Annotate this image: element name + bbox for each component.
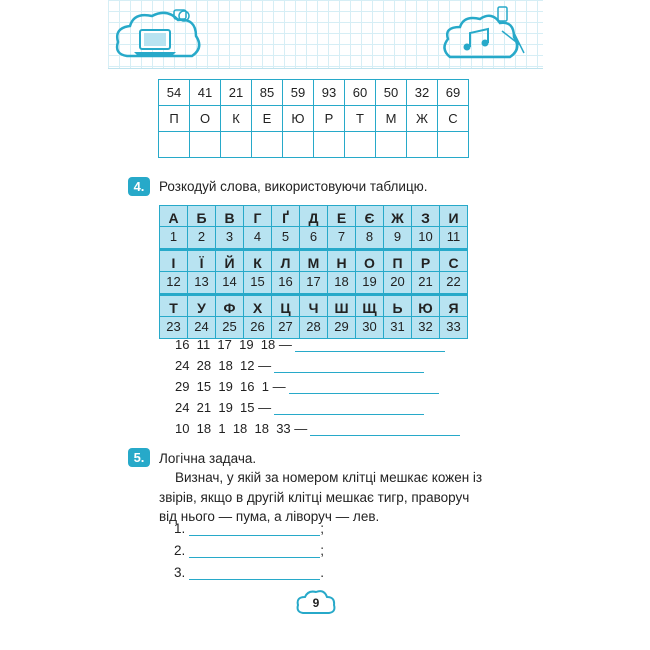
answer-line[interactable]	[274, 362, 424, 373]
task-instruction: Розкодуй слова, використовуючи таблицю.	[159, 179, 428, 194]
answer-label: 3.	[174, 565, 186, 580]
number-cell: 5	[272, 227, 300, 250]
answer-line[interactable]	[310, 425, 460, 436]
number-cell: 17	[300, 272, 328, 295]
answer-cell[interactable]	[190, 132, 221, 158]
answer-line[interactable]	[274, 404, 424, 415]
letter-cell: Ф	[216, 295, 244, 317]
table-cell: 54	[159, 80, 190, 106]
code-line	[175, 379, 439, 394]
task-text-line: звірів, якщо в другій клітці мешкає тигр, праворуч	[159, 490, 470, 505]
letter-cell: Й	[216, 250, 244, 272]
number-cell: 4	[244, 227, 272, 250]
number-cell: 21	[412, 272, 440, 295]
answer-cell[interactable]	[283, 132, 314, 158]
number-row	[160, 317, 468, 339]
answer-row	[174, 521, 324, 536]
letter-cell: Т	[160, 295, 188, 317]
answer-line[interactable]	[295, 341, 445, 352]
task-number-badge: 4.	[128, 177, 150, 196]
table-cell: Е	[252, 106, 283, 132]
code-text: 16 11 17 19 18 —	[175, 337, 292, 352]
letter-cell: В	[216, 206, 244, 227]
letter-cell: І	[160, 250, 188, 272]
letter-cell: З	[412, 206, 440, 227]
number-row	[160, 227, 468, 250]
table-row	[159, 80, 469, 106]
letter-row	[160, 295, 468, 317]
number-cell: 1	[160, 227, 188, 250]
answer-line[interactable]	[189, 545, 320, 558]
task-text-line: Визнач, у якій за номером клітці мешкає кожен із	[175, 470, 483, 485]
table-cell: О	[190, 106, 221, 132]
letter-cell: К	[244, 250, 272, 272]
number-cell: 15	[244, 272, 272, 295]
answer-line[interactable]	[189, 567, 320, 580]
letter-cell: Г	[244, 206, 272, 227]
music-cloud-icon	[440, 5, 530, 70]
letter-cell: Я	[440, 295, 468, 317]
letter-cell: Ж	[384, 206, 412, 227]
table-cell: 32	[407, 80, 438, 106]
letter-row	[160, 206, 468, 227]
table-cell: 50	[376, 80, 407, 106]
letter-cell: Ч	[300, 295, 328, 317]
table-cell: 93	[314, 80, 345, 106]
letter-cell: А	[160, 206, 188, 227]
task-number-badge: 5.	[128, 448, 150, 467]
answer-cell[interactable]	[159, 132, 190, 158]
number-cell: 13	[188, 272, 216, 295]
table-cell: 41	[190, 80, 221, 106]
number-cell: 8	[356, 227, 384, 250]
answer-cell[interactable]	[221, 132, 252, 158]
letter-cell: Е	[328, 206, 356, 227]
answer-end: ;	[320, 521, 325, 536]
letter-cell: Ю	[412, 295, 440, 317]
number-cell: 10	[412, 227, 440, 250]
letter-cell: С	[440, 250, 468, 272]
letter-cell: О	[356, 250, 384, 272]
answer-cell[interactable]	[376, 132, 407, 158]
code-text: 10 18 1 18 18 33 —	[175, 421, 308, 436]
code-line	[175, 358, 424, 373]
table-cell: П	[159, 106, 190, 132]
number-cell: 32	[412, 317, 440, 339]
code-line	[175, 400, 424, 415]
letter-cell: У	[188, 295, 216, 317]
table-cell: 59	[283, 80, 314, 106]
letter-row	[160, 250, 468, 272]
number-cell: 12	[160, 272, 188, 295]
table-cell: Т	[345, 106, 376, 132]
table-cell: М	[376, 106, 407, 132]
table-cell: Р	[314, 106, 345, 132]
task-title: Логічна задача.	[159, 451, 257, 466]
code-line	[175, 421, 460, 436]
number-cell: 11	[440, 227, 468, 250]
code-table	[158, 79, 469, 158]
code-line	[175, 337, 445, 352]
number-cell: 31	[384, 317, 412, 339]
letter-cell: Л	[272, 250, 300, 272]
code-text: 24 21 19 15 —	[175, 400, 272, 415]
letter-cell: Ї	[188, 250, 216, 272]
letter-cell: И	[440, 206, 468, 227]
table-row	[159, 106, 469, 132]
letter-cell: Н	[328, 250, 356, 272]
task-text-line: від нього — пума, а ліворуч — лев.	[159, 509, 380, 524]
answer-end: .	[320, 565, 325, 580]
number-cell: 29	[328, 317, 356, 339]
number-cell: 9	[384, 227, 412, 250]
code-text: 24 28 18 12 —	[175, 358, 272, 373]
table-cell: Ю	[283, 106, 314, 132]
page-number: 9	[312, 596, 320, 610]
letter-cell: Ґ	[272, 206, 300, 227]
letter-cell: П	[384, 250, 412, 272]
letter-cell: Щ	[356, 295, 384, 317]
number-cell: 20	[384, 272, 412, 295]
table-cell: Ж	[407, 106, 438, 132]
number-cell: 7	[328, 227, 356, 250]
number-cell: 14	[216, 272, 244, 295]
code-text: 29 15 19 16 1 —	[175, 379, 286, 394]
letter-cell: Ц	[272, 295, 300, 317]
answer-cell[interactable]	[345, 132, 376, 158]
letter-cell: Ь	[384, 295, 412, 317]
number-cell: 25	[216, 317, 244, 339]
answer-line[interactable]	[289, 383, 439, 394]
answer-label: 1.	[174, 521, 186, 536]
answer-row	[174, 543, 324, 558]
table-cell: 21	[221, 80, 252, 106]
number-cell: 23	[160, 317, 188, 339]
number-cell: 2	[188, 227, 216, 250]
answer-end: ;	[320, 543, 325, 558]
answer-cell[interactable]	[252, 132, 283, 158]
number-cell: 27	[272, 317, 300, 339]
answer-cell[interactable]	[407, 132, 438, 158]
number-cell: 16	[272, 272, 300, 295]
letter-cell: Ш	[328, 295, 356, 317]
answer-cell[interactable]	[438, 132, 469, 158]
number-cell: 6	[300, 227, 328, 250]
letter-cell: М	[300, 250, 328, 272]
number-row	[160, 272, 468, 295]
answer-row	[174, 565, 324, 580]
table-cell: С	[438, 106, 469, 132]
number-cell: 30	[356, 317, 384, 339]
table-cell: 85	[252, 80, 283, 106]
table-cell: 60	[345, 80, 376, 106]
alphabet-table	[159, 205, 468, 339]
table-cell: 69	[438, 80, 469, 106]
number-cell: 3	[216, 227, 244, 250]
answer-label: 2.	[174, 543, 186, 558]
answer-line[interactable]	[189, 523, 320, 536]
letter-cell: Х	[244, 295, 272, 317]
letter-cell: Є	[356, 206, 384, 227]
number-cell: 33	[440, 317, 468, 339]
number-cell: 22	[440, 272, 468, 295]
laptop-cloud-icon	[112, 8, 207, 68]
table-cell: К	[221, 106, 252, 132]
number-cell: 28	[300, 317, 328, 339]
answer-cell[interactable]	[314, 132, 345, 158]
letter-cell: Б	[188, 206, 216, 227]
letter-cell: Д	[300, 206, 328, 227]
number-cell: 19	[356, 272, 384, 295]
letter-cell: Р	[412, 250, 440, 272]
number-cell: 24	[188, 317, 216, 339]
number-cell: 18	[328, 272, 356, 295]
table-row	[159, 132, 469, 158]
number-cell: 26	[244, 317, 272, 339]
